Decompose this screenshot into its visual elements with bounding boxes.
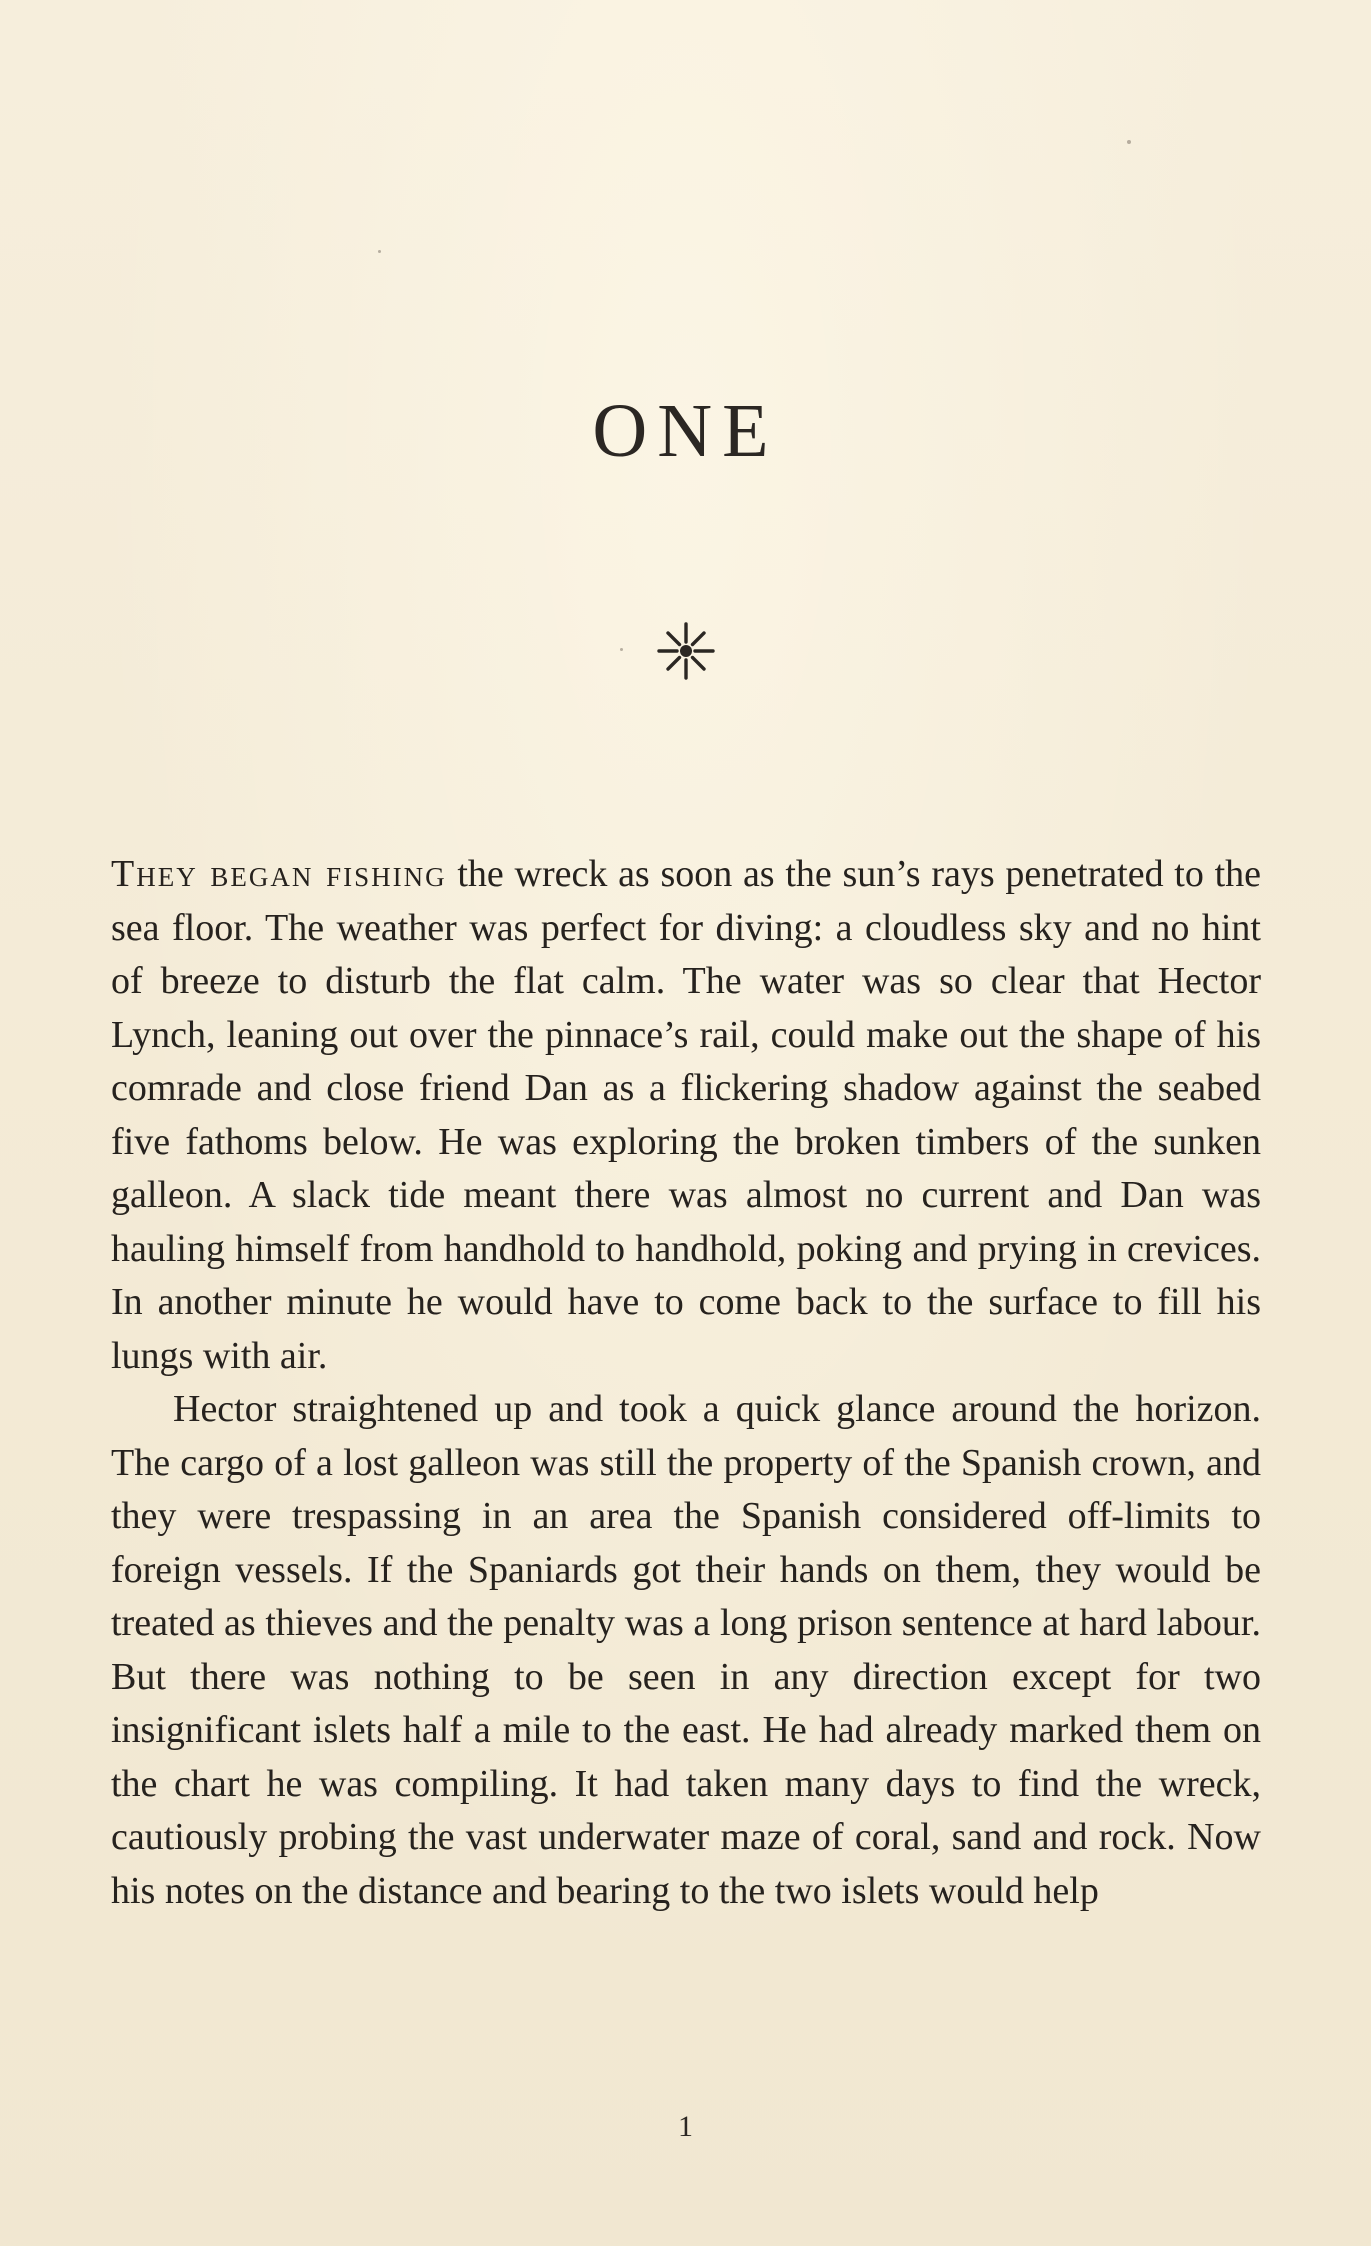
- chapter-body: [111, 848, 1261, 1918]
- asterisk-flower-icon: [655, 620, 717, 682]
- paragraph: [111, 848, 1261, 1383]
- paper-speck: [620, 648, 623, 651]
- paragraph: [111, 1383, 1261, 1918]
- paper-speck: [378, 250, 381, 253]
- paper-speck: [1127, 140, 1131, 144]
- chapter-title: ONE: [592, 389, 779, 473]
- lead-in-smallcaps: They began fishing: [111, 853, 447, 895]
- paragraph-text: the wreck as soon as the sun’s rays penetrated to the sea floor. The weather was perfect for diving: a cloudless sky and no hint of breeze to disturb the flat calm. The water was so clear that Hector Lynch, leaning out over the pinnace’s rail, could make out the shape of his comrade and close friend Dan as a flickering shadow against the seabed five fathoms below. He was exploring the broken timbers of the sunken galleon. A slack tide meant there was almost no current and Dan was hauling himself from handhold to handhold, poking and prying in crevices. In another minute he would have to come back to the surface to fill his lungs with air.: [111, 853, 1261, 1377]
- page-number: 1: [678, 2110, 693, 2143]
- paragraph-text: Hector straightened up and took a quick glance around the horizon. The cargo of a lost galleon was still the property of the Spanish crown, and they were trespassing in an area the Spanish considered off-limits to foreign vessels. If the Spaniards got their hands on them, they would be treated as thieves and the penalty was a long prison sentence at hard labour. But there was nothing to be seen in any direction except for two insignificant islets half a mile to the east. He had already marked them on the chart he was compiling. It had taken many days to find the wreck, cautiously probing the vast underwater maze of coral, sand and rock. Now his notes on the distance and bearing to the two islets would help: [111, 1388, 1261, 1912]
